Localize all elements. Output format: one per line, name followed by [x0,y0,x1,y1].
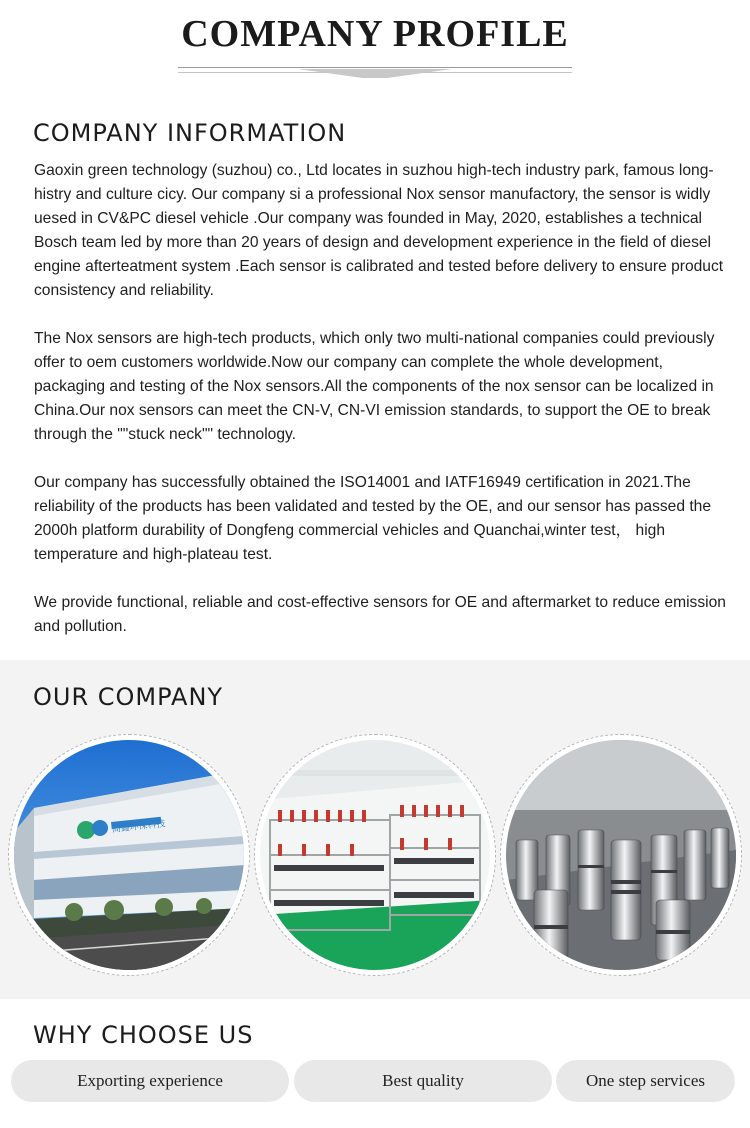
title-divider-ornament [298,69,452,78]
company-info-paragraph-1: Gaoxin green technology (suzhou) co., Ltd locates in suzhou high-tech industry park, famous long-histry and culture cicy. Our company si a professional Nox sensor manufactory, the sensor is widly uesed in CV&PC diesel vehicle .Our company was founded in May, 2020, establishes a technical Bosch team led by more than 20 years of design and development experience in the field of diesel engine afterteatment system .Each sensor is calibrated and tested before delivery to ensure product consistency and reliability. [34,162,724,299]
exporting-experience-badge: Exporting experience [11,1060,289,1102]
sensor-test-lab-photo [254,734,496,976]
company-info-paragraph-4: We provide functional, reliable and cost-effective sensors for OE and aftermarket to reduce emission and pollution. [34,594,726,635]
one-step-services-badge: One step services [556,1060,735,1102]
why-choose-us-heading: WHY CHOOSE US [33,1021,254,1049]
company-info-paragraph-3: Our company has successfully obtained the ISO14001 and IATF16949 certification in 2021.The reliability of the products has been validated and tested by the OE, and our sensor has passed the 2000h platform durability of Dongfeng commercial vehicles and Quanchai,winter test， high temperature and high-plateau test. [34,474,712,563]
company-info-paragraph-2: The Nox sensors are high-tech products, which only two multi-national companies could previously offer to oem customers worldwide.Now our company can complete the whole development, packaging and testing of the Nox sensors.All the components of the nox sensor can be localized in China.Our nox sensors can meet the CN-V, CN-VI emission standards, to support the OE to break through the ""stuck neck"" technology. [34,330,715,443]
building-sign-text: 高鑫环保科技 [111,819,167,835]
title-divider-line [178,67,572,68]
company-building-photo [8,734,250,976]
page-title: COMPANY PROFILE [181,13,569,55]
company-information-heading: COMPANY INFORMATION [33,119,347,147]
our-company-heading: OUR COMPANY [33,683,224,711]
best-quality-badge: Best quality [294,1060,552,1102]
nox-sensor-parts-photo [500,734,742,976]
